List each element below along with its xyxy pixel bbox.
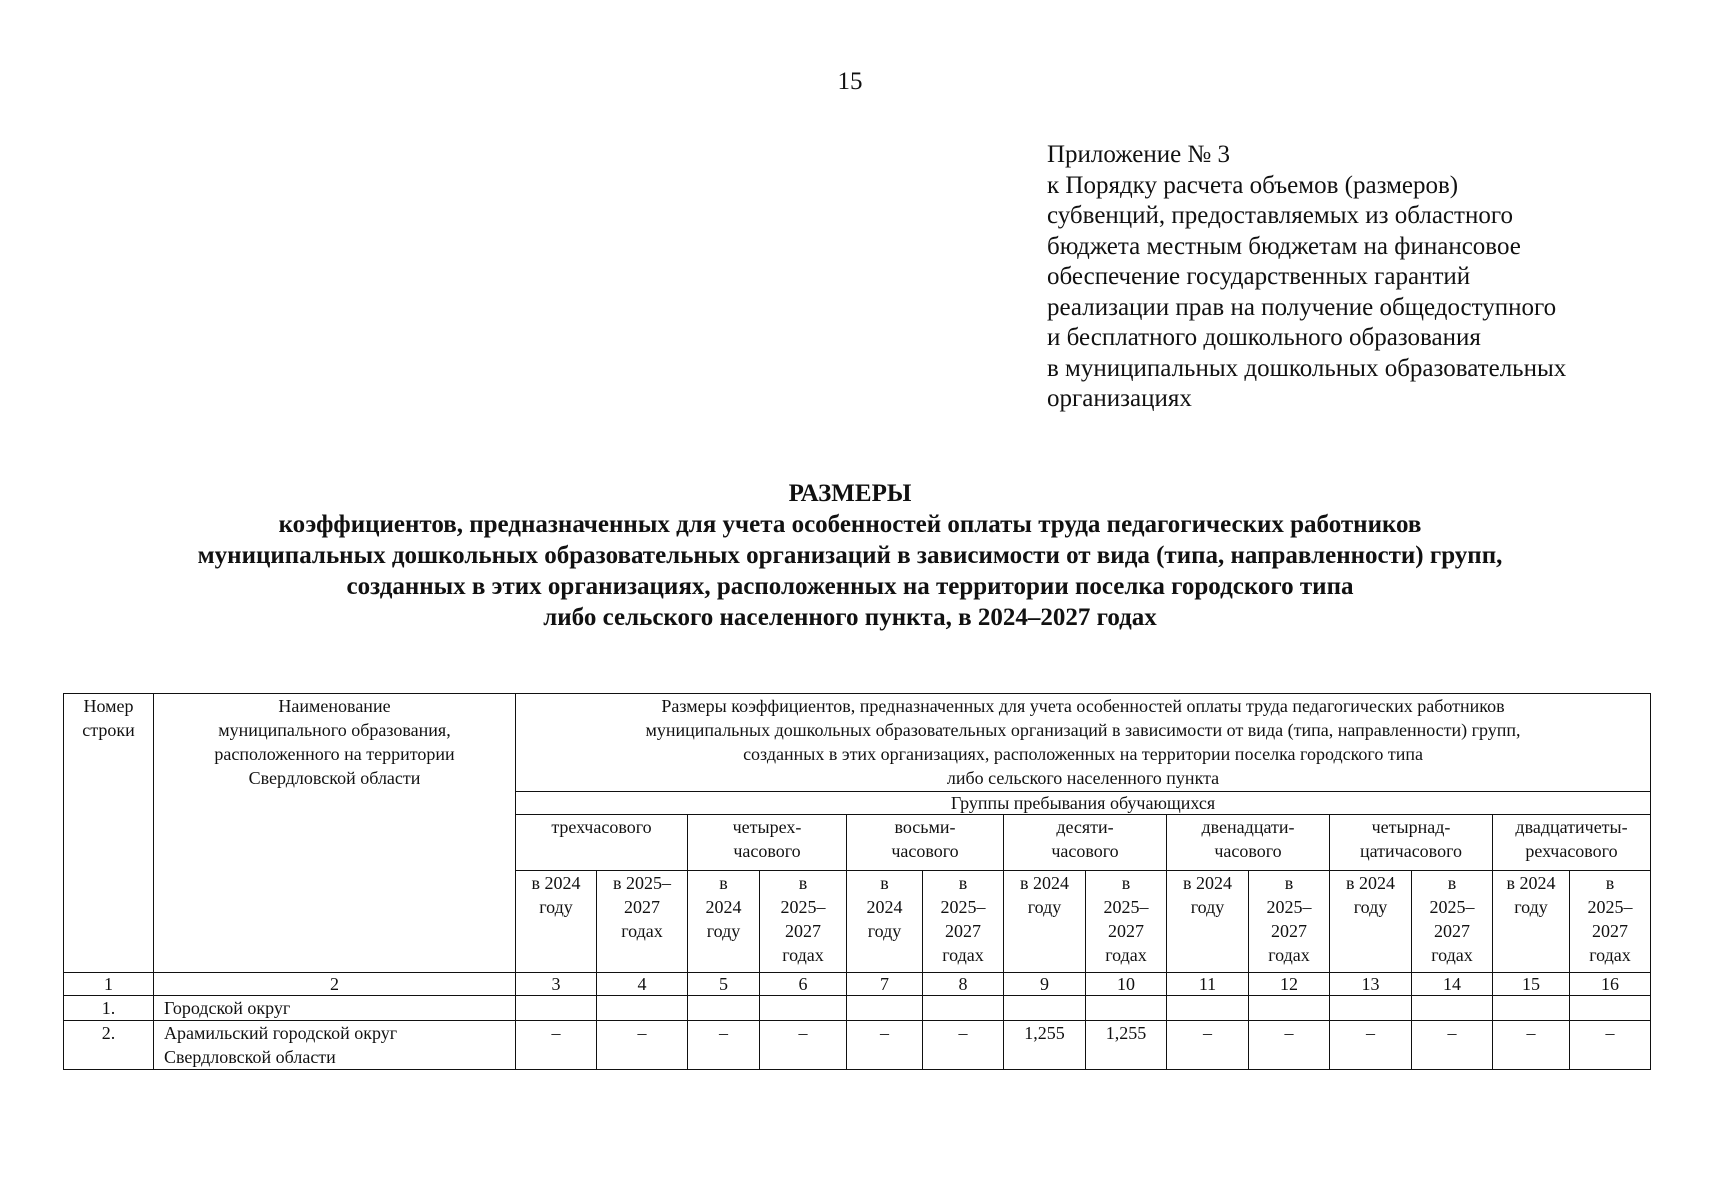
coefficient-value: [1004, 996, 1086, 1021]
group-line-2: часового: [1214, 841, 1282, 861]
header-line: муниципальных дошкольных образовательных организаций в зависимости от вида (типа, направленности) групп,: [645, 720, 1521, 740]
year-line: 2027: [1592, 921, 1629, 941]
year-line: годах: [621, 921, 663, 941]
year-line: году: [1514, 897, 1548, 917]
name-line: Арамильский городской округ: [164, 1023, 398, 1043]
year-line: годах: [782, 945, 824, 965]
group-line-2: цатичасового: [1360, 841, 1462, 861]
annex-line: и бесплатного дошкольного образования: [1047, 324, 1481, 351]
coefficient-value: [923, 996, 1004, 1021]
header-line: Размеры коэффициентов, предназначенных для учета особенностей оплаты труда педагогических работников: [661, 696, 1505, 716]
group-line-1: трехчасового: [551, 817, 652, 837]
year-header: [688, 871, 760, 973]
coefficients-table-wrap: [63, 693, 1651, 1070]
header-groups-label: Группы пребывания обучающихся: [516, 792, 1651, 815]
year-header: [1570, 871, 1651, 973]
year-line: годах: [942, 945, 984, 965]
group-line-1: двенадцати-: [1201, 817, 1295, 837]
year-line: году: [1353, 897, 1388, 917]
group-line-2: часового: [1051, 841, 1119, 861]
column-number: 7: [847, 973, 923, 996]
annex-line: реализации прав на получение общедоступного: [1047, 293, 1557, 321]
header-line: Свердловской области: [248, 768, 421, 788]
document-title: [60, 478, 1640, 633]
year-line: году: [1027, 897, 1062, 917]
year-line: в: [1121, 873, 1131, 893]
year-line: году: [867, 921, 902, 941]
year-line: 2025–: [1587, 897, 1633, 917]
annex-line: бюджета местным бюджетам на финансовое: [1047, 232, 1521, 260]
year-header: [923, 871, 1004, 973]
title-line: созданных в этих организациях, расположенных на территории поселка городского типа: [346, 573, 1354, 600]
year-header: [1412, 871, 1493, 973]
annex-line: Приложение № 3: [1047, 141, 1231, 168]
coefficient-value: [1086, 996, 1167, 1021]
year-header: [1493, 871, 1570, 973]
group-header: [688, 815, 847, 871]
row-number: 1.: [64, 996, 154, 1021]
header-line: либо сельского населенного пункта: [946, 768, 1220, 788]
column-number: 12: [1249, 973, 1330, 996]
coefficient-value: [847, 996, 923, 1021]
year-line: году: [539, 897, 573, 917]
year-line: годах: [1589, 945, 1631, 965]
group-header: [516, 815, 688, 871]
coefficient-value: –: [1493, 1021, 1570, 1070]
coefficient-value: [1412, 996, 1493, 1021]
year-line: в 2024: [531, 873, 581, 893]
year-header: [1004, 871, 1086, 973]
column-number: 15: [1493, 973, 1570, 996]
year-line: в: [1447, 873, 1457, 893]
year-line: в: [880, 873, 889, 893]
year-line: в 2024: [1506, 873, 1556, 893]
header-row-number: [64, 694, 154, 973]
column-number: 6: [760, 973, 847, 996]
name-line: Свердловской области: [164, 1047, 336, 1067]
name-line: Городской округ: [164, 998, 291, 1018]
coefficient-value: –: [1167, 1021, 1249, 1070]
year-line: в: [719, 873, 728, 893]
coefficient-value: –: [847, 1021, 923, 1070]
year-line: в 2025–: [613, 873, 671, 893]
annex-line: в муниципальных дошкольных образовательных: [1047, 354, 1567, 382]
coefficient-value: –: [1570, 1021, 1651, 1070]
header-municipality-name: [154, 694, 516, 973]
coefficient-value: –: [516, 1021, 597, 1070]
coefficient-value: [760, 996, 847, 1021]
column-number: 11: [1167, 973, 1249, 996]
title-line: либо сельского населенного пункта, в 2024–2027 годах: [543, 604, 1157, 631]
group-line-1: четырнад-: [1371, 817, 1451, 837]
annex-block: [1047, 140, 1667, 415]
coefficient-value: [597, 996, 688, 1021]
column-number: 8: [923, 973, 1004, 996]
coefficient-value: –: [760, 1021, 847, 1070]
page-number: 15: [837, 68, 863, 95]
year-header: [1249, 871, 1330, 973]
annex-line: субвенций, предоставляемых из областного: [1047, 202, 1513, 229]
annex-line: обеспечение государственных гарантий: [1047, 263, 1471, 290]
year-header: [597, 871, 688, 973]
year-line: в: [958, 873, 968, 893]
header-line: строки: [82, 720, 135, 740]
year-line: 2027: [945, 921, 981, 941]
coefficient-value: [1330, 996, 1412, 1021]
year-line: 2027: [1271, 921, 1307, 941]
group-header: [1004, 815, 1167, 871]
column-number: 3: [516, 973, 597, 996]
year-header: [1330, 871, 1412, 973]
column-number: 2: [154, 973, 516, 996]
year-line: 2027: [624, 897, 660, 917]
column-number: 13: [1330, 973, 1412, 996]
year-line: в 2024: [1020, 873, 1069, 893]
group-line-1: восьми-: [894, 817, 956, 837]
year-line: в 2024: [1346, 873, 1395, 893]
coefficient-value: [688, 996, 760, 1021]
group-header: [1330, 815, 1493, 871]
coefficient-value: –: [1249, 1021, 1330, 1070]
coefficient-value: [1493, 996, 1570, 1021]
header-line: Номер: [83, 696, 134, 716]
annex-line: организациях: [1047, 385, 1192, 412]
header-line: Наименование: [278, 696, 391, 716]
coefficient-value: [1249, 996, 1330, 1021]
column-number: 14: [1412, 973, 1493, 996]
year-line: 2025–: [1429, 897, 1475, 917]
municipality-name: [154, 996, 516, 1021]
annex-line: к Порядку расчета объемов (размеров): [1047, 171, 1459, 199]
group-line-2: рехчасового: [1525, 841, 1618, 861]
coefficient-value: 1,255: [1086, 1021, 1167, 1070]
year-line: годах: [1268, 945, 1310, 965]
year-line: годах: [1431, 945, 1473, 965]
coefficient-value: –: [1412, 1021, 1493, 1070]
coefficient-value: –: [923, 1021, 1004, 1070]
year-line: годах: [1105, 945, 1147, 965]
year-header: [516, 871, 597, 973]
coefficient-value: –: [597, 1021, 688, 1070]
column-number: 9: [1004, 973, 1086, 996]
year-line: в: [798, 873, 808, 893]
column-number: 10: [1086, 973, 1167, 996]
year-line: 2027: [1108, 921, 1144, 941]
group-line-1: двадцатичеты-: [1515, 817, 1628, 837]
column-number: 1: [64, 973, 154, 996]
municipality-name: [154, 1021, 516, 1070]
year-line: в: [1605, 873, 1615, 893]
year-line: 2024: [705, 897, 742, 917]
year-line: году: [706, 921, 741, 941]
year-line: 2025–: [1103, 897, 1149, 917]
header-line: муниципального образования,: [218, 720, 451, 740]
year-header: [1086, 871, 1167, 973]
header-coefficients: [516, 694, 1651, 792]
coefficients-table: [63, 693, 1651, 1070]
group-header: [847, 815, 1004, 871]
year-header: [760, 871, 847, 973]
coefficient-value: –: [688, 1021, 760, 1070]
year-line: 2027: [785, 921, 821, 941]
year-line: году: [1190, 897, 1225, 917]
coefficient-value: [1570, 996, 1651, 1021]
column-number: 4: [597, 973, 688, 996]
table-row: [64, 1021, 1651, 1070]
group-line-1: десяти-: [1056, 817, 1114, 837]
header-line: созданных в этих организациях, расположенных на территории поселка городского типа: [743, 744, 1423, 764]
year-line: 2025–: [1266, 897, 1312, 917]
row-number: 2.: [64, 1021, 154, 1070]
coefficient-value: 1,255: [1004, 1021, 1086, 1070]
table-row: [64, 996, 1651, 1021]
year-line: 2025–: [780, 897, 826, 917]
year-header: [847, 871, 923, 973]
year-line: 2025–: [940, 897, 986, 917]
column-number: 5: [688, 973, 760, 996]
year-line: 2024: [866, 897, 903, 917]
group-header: [1493, 815, 1651, 871]
title-line: муниципальных дошкольных образовательных организаций в зависимости от вида (типа, направленности) групп,: [197, 542, 1503, 569]
year-line: в 2024: [1183, 873, 1232, 893]
group-line-2: часового: [733, 841, 801, 861]
header-line: расположенного на территории: [214, 744, 455, 764]
group-header: [1167, 815, 1330, 871]
title-heading: РАЗМЕРЫ: [788, 480, 912, 507]
year-line: 2027: [1434, 921, 1470, 941]
year-line: в: [1284, 873, 1294, 893]
coefficient-value: –: [1330, 1021, 1412, 1070]
coefficient-value: [1167, 996, 1249, 1021]
group-line-1: четырех-: [732, 817, 802, 837]
group-line-2: часового: [891, 841, 959, 861]
column-number: 16: [1570, 973, 1651, 996]
coefficient-value: [516, 996, 597, 1021]
title-line: коэффициентов, предназначенных для учета особенностей оплаты труда педагогических работников: [278, 511, 1422, 538]
year-header: [1167, 871, 1249, 973]
